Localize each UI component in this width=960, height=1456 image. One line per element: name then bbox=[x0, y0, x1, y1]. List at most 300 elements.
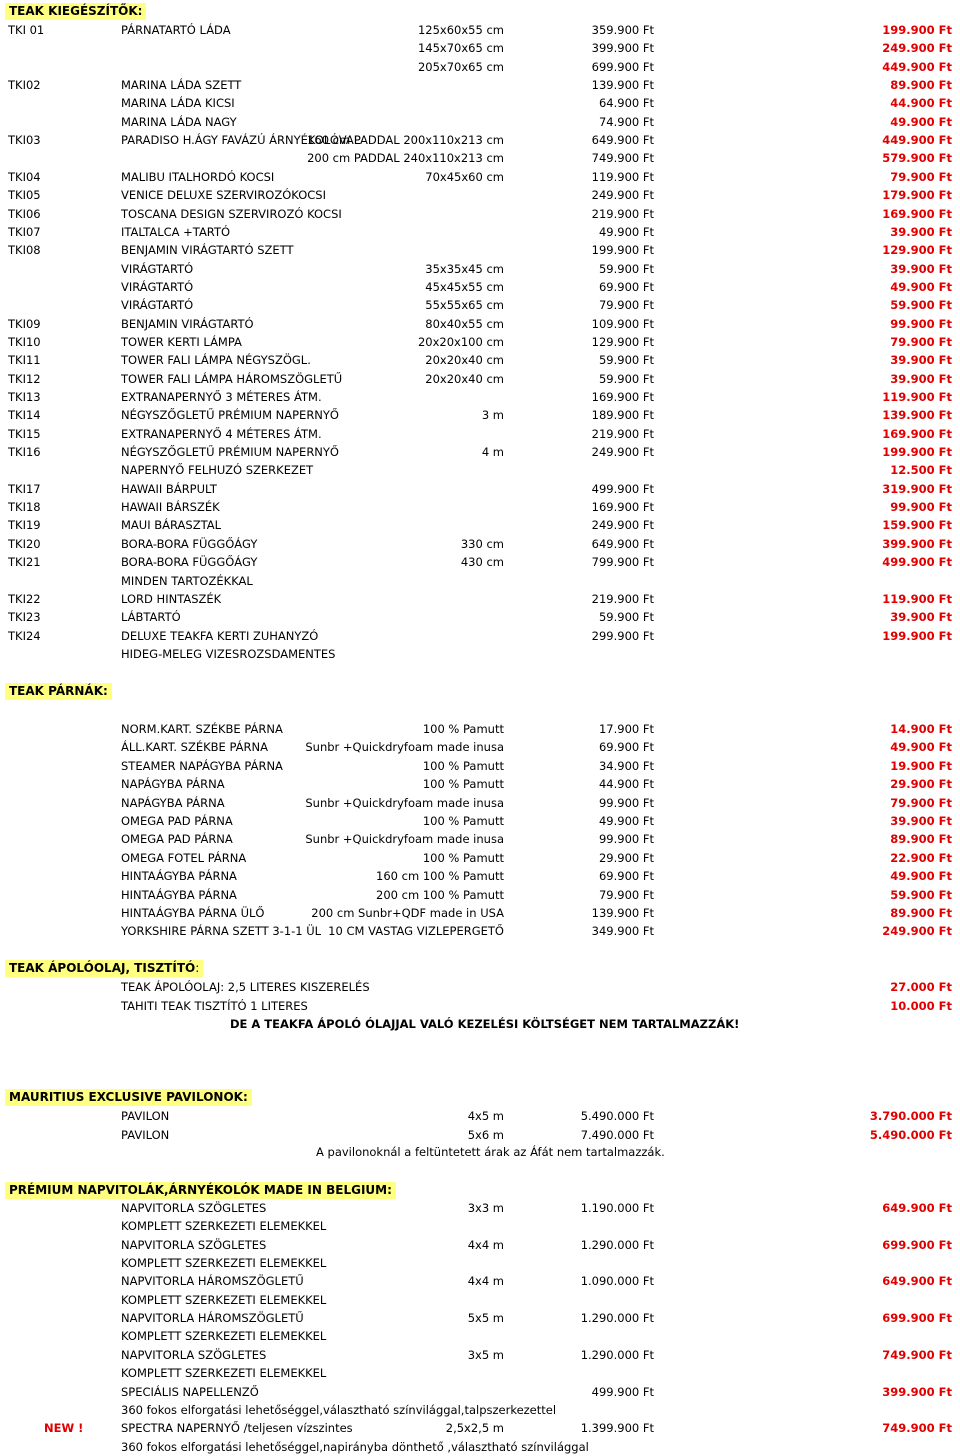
item-name: NAPVITORLA SZÖGLETES bbox=[121, 1201, 267, 1215]
list-price: 49.900 Ft bbox=[598, 814, 654, 828]
list-price: 199.900 Ft bbox=[591, 243, 654, 258]
item-name: HINTAÁGYBA PÁRNA bbox=[121, 887, 237, 902]
item-name: TOSCANA DESIGN SZERVIROZÓ KOCSI bbox=[121, 206, 342, 221]
section-sails-title: PRÉMIUM NAPVITOLÁK,ÁRNYÉKOLÓK MADE IN BELGIUM: bbox=[9, 1183, 392, 1197]
item-name: PARADISO H.ÁGY FAVÁZÚ ÁRNYÉKOLÓVAL bbox=[121, 133, 361, 148]
cushions-row bbox=[0, 904, 960, 922]
item-name: ÁLL.KART. SZÉKBE PÁRNA bbox=[121, 740, 268, 755]
sale-price: 649.900 Ft bbox=[882, 1274, 952, 1289]
accessories-row bbox=[0, 131, 960, 149]
item-code: TKI22 bbox=[8, 591, 41, 606]
accessories-row bbox=[0, 58, 960, 76]
sails-row bbox=[0, 1291, 960, 1309]
list-price: 59.900 Ft bbox=[598, 353, 654, 368]
sale-price: 249.900 Ft bbox=[882, 924, 952, 939]
sale-price: 59.900 Ft bbox=[890, 298, 952, 313]
item-size: Sunbr +Quickdryfoam made inusa bbox=[305, 832, 504, 847]
accessories-row bbox=[0, 535, 960, 553]
cushions-row bbox=[0, 738, 960, 756]
accessories-row bbox=[0, 149, 960, 167]
sails-row bbox=[0, 1364, 960, 1382]
sails-row bbox=[0, 1309, 960, 1327]
item-name: NAPVITORLA SZÖGLETES bbox=[121, 1237, 267, 1252]
list-price: 69.900 Ft bbox=[598, 740, 654, 755]
item-code: TKI21 bbox=[8, 555, 41, 570]
item-code: TKI15 bbox=[8, 426, 41, 441]
item-name: VIRÁGTARTÓ bbox=[121, 261, 194, 276]
item-name: KOMPLETT SZERKEZETI ELEMEKKEL bbox=[121, 1219, 327, 1234]
sale-price: 49.900 Ft bbox=[890, 279, 952, 294]
item-code: TKI24 bbox=[8, 628, 41, 643]
accessories-row bbox=[0, 608, 960, 626]
sale-price: 749.900 Ft bbox=[882, 1347, 952, 1362]
sale-price: 699.900 Ft bbox=[882, 1237, 952, 1252]
item-size: 3 m bbox=[481, 408, 504, 423]
item-name: TOWER FALI LÁMPA HÁROMSZÖGLETŰ bbox=[121, 371, 343, 386]
item-name: MAUI BÁRASZTAL bbox=[121, 518, 221, 533]
accessories-row bbox=[0, 333, 960, 351]
item-code: TKI03 bbox=[8, 133, 41, 148]
sale-price: 199.900 Ft bbox=[882, 23, 952, 37]
sale-price: 79.900 Ft bbox=[890, 169, 952, 184]
item-size: 45x45x55 cm bbox=[425, 279, 504, 294]
item-size: 200 cm PADDAL 240x110x213 cm bbox=[307, 151, 504, 166]
section-pavilions-title: MAURITIUS EXCLUSIVE PAVILONOK: bbox=[9, 1090, 248, 1104]
cushions-row bbox=[0, 794, 960, 812]
list-price: 44.900 Ft bbox=[598, 777, 654, 792]
item-name: NAPVITORLA HÁROMSZÖGLETŰ bbox=[121, 1311, 304, 1326]
accessories-row bbox=[0, 186, 960, 204]
section-care-suffix: : bbox=[195, 961, 200, 975]
sale-price: 89.900 Ft bbox=[890, 906, 952, 920]
item-size: 4x4 m bbox=[467, 1274, 504, 1289]
list-price: 799.900 Ft bbox=[591, 555, 654, 570]
sale-price: 129.900 Ft bbox=[882, 243, 952, 258]
list-price: 1.090.000 Ft bbox=[580, 1274, 654, 1289]
list-price: 129.900 Ft bbox=[591, 334, 654, 349]
accessories-row bbox=[0, 480, 960, 498]
item-code: TKI20 bbox=[8, 536, 41, 551]
sale-price: 499.900 Ft bbox=[882, 555, 952, 570]
item-name: NÉGYSZŐGLETŰ PRÉMIUM NAPERNYŐ bbox=[121, 408, 339, 423]
list-price: 249.900 Ft bbox=[591, 518, 654, 533]
sale-price: 12.500 Ft bbox=[890, 463, 952, 478]
item-size: 4x5 m bbox=[467, 1109, 504, 1123]
cushions-row bbox=[0, 812, 960, 830]
sale-price: 119.900 Ft bbox=[882, 591, 952, 606]
accessories-row bbox=[0, 223, 960, 241]
item-size: 80x40x55 cm bbox=[425, 316, 504, 331]
sale-price: 49.900 Ft bbox=[890, 869, 952, 884]
item-name: STEAMER NAPÁGYBA PÁRNA bbox=[121, 758, 283, 773]
section-pavilions bbox=[5, 1089, 252, 1106]
item-size: 100 % Pamutt bbox=[422, 850, 504, 865]
item-name: BORA-BORA FÜGGŐÁGY bbox=[121, 536, 258, 551]
list-price: 69.900 Ft bbox=[598, 869, 654, 884]
sale-price: 3.790.000 Ft bbox=[869, 1109, 952, 1123]
accessories-row bbox=[0, 296, 960, 314]
list-price: 49.900 Ft bbox=[598, 224, 654, 239]
item-code: TKI13 bbox=[8, 390, 41, 404]
item-name: MALIBU ITALHORDÓ KOCSI bbox=[121, 169, 275, 184]
sale-price: 29.900 Ft bbox=[890, 777, 952, 792]
list-price: 64.900 Ft bbox=[598, 96, 654, 111]
item-size: 10 CM VASTAG VIZLEPERGETŐ bbox=[328, 924, 504, 939]
section-accessories-title: TEAK KIEGÉSZÍTŐK: bbox=[9, 4, 143, 18]
sale-price: 119.900 Ft bbox=[882, 390, 952, 404]
list-price: 499.900 Ft bbox=[591, 1384, 654, 1399]
item-code: TKI19 bbox=[8, 518, 41, 533]
item-size: 200 cm 100 % Pamutt bbox=[376, 887, 504, 902]
accessories-row bbox=[0, 315, 960, 333]
sails-row bbox=[0, 1438, 960, 1456]
item-size: 3x3 m bbox=[467, 1201, 504, 1215]
item-size: Sunbr +Quickdryfoam made inusa bbox=[305, 740, 504, 755]
item-name: OMEGA PAD PÁRNA bbox=[121, 814, 233, 828]
list-price: 219.900 Ft bbox=[591, 426, 654, 441]
item-name: MARINA LÁDA KICSI bbox=[121, 96, 235, 111]
item-name: TEAK ÁPOLÓOLAJ: 2,5 LITERES KISZERELÉS bbox=[121, 980, 370, 994]
sale-price: 99.900 Ft bbox=[890, 316, 952, 331]
list-price: 139.900 Ft bbox=[591, 78, 654, 93]
item-name: HINTAÁGYBA PÁRNA ÜLŐ bbox=[121, 906, 265, 920]
item-name: YORKSHIRE PÁRNA SZETT 3-1-1 ÜL bbox=[121, 924, 322, 939]
sale-price: 39.900 Ft bbox=[890, 371, 952, 386]
sails-row bbox=[0, 1327, 960, 1345]
list-price: 59.900 Ft bbox=[598, 261, 654, 276]
item-name: MARINA LÁDA SZETT bbox=[121, 78, 242, 93]
item-name: NAPERNYŐ FELHUZÓ SZERKEZET bbox=[121, 463, 314, 478]
item-name: MINDEN TARTOZÉKKAL bbox=[121, 573, 253, 588]
sale-price: 5.490.000 Ft bbox=[869, 1127, 952, 1142]
item-size: 125x60x55 cm bbox=[417, 23, 504, 37]
sale-price: 14.900 Ft bbox=[890, 722, 952, 736]
sale-price: 449.900 Ft bbox=[882, 133, 952, 148]
sale-price: 579.900 Ft bbox=[882, 151, 952, 166]
item-name: HAWAII BÁRPULT bbox=[121, 481, 217, 496]
accessories-row bbox=[0, 406, 960, 424]
sale-price: 39.900 Ft bbox=[890, 224, 952, 239]
item-size: 100 % Pamutt bbox=[422, 758, 504, 773]
list-price: 79.900 Ft bbox=[598, 887, 654, 902]
item-name: KOMPLETT SZERKEZETI ELEMEKKEL bbox=[121, 1329, 327, 1344]
section-care-title: TEAK ÁPOLÓOLAJ, TISZTÍTÓ bbox=[9, 961, 196, 975]
sails-row bbox=[0, 1346, 960, 1364]
item-name: OMEGA PAD PÁRNA bbox=[121, 832, 233, 847]
list-price: 109.900 Ft bbox=[591, 316, 654, 331]
item-name: VENICE DELUXE SZERVIROZÓKOCSI bbox=[121, 188, 326, 203]
item-code: TKI11 bbox=[8, 353, 41, 368]
item-size: 3x5 m bbox=[467, 1347, 504, 1362]
item-code: TKI23 bbox=[8, 610, 41, 625]
item-name: TOWER FALI LÁMPA NÉGYSZÖGL. bbox=[121, 353, 311, 368]
item-code: TKI04 bbox=[8, 169, 41, 184]
item-name: DELUXE TEAKFA KERTI ZUHANYZÓ bbox=[121, 628, 319, 643]
accessories-row bbox=[0, 260, 960, 278]
item-size: 2,5x2,5 m bbox=[445, 1421, 504, 1436]
item-size: 160 cm 100 % Pamutt bbox=[376, 869, 504, 884]
accessories-row bbox=[0, 370, 960, 388]
sale-price: 27.000 Ft bbox=[890, 980, 952, 994]
list-price: 219.900 Ft bbox=[591, 591, 654, 606]
list-price: 99.900 Ft bbox=[598, 832, 654, 847]
sale-price: 19.900 Ft bbox=[890, 758, 952, 773]
item-code: TKI05 bbox=[8, 188, 41, 203]
sale-price: 22.900 Ft bbox=[890, 850, 952, 865]
sails-row bbox=[0, 1199, 960, 1217]
section-cushions-title: TEAK PÁRNÁK: bbox=[9, 684, 108, 698]
item-name: NÉGYSZŐGLETŰ PRÉMIUM NAPERNYŐ bbox=[121, 445, 339, 460]
accessories-row bbox=[0, 627, 960, 645]
item-name: SPECTRA NAPERNYŐ /teljesen vízszintes bbox=[121, 1421, 353, 1436]
sale-price: 319.900 Ft bbox=[882, 481, 952, 496]
sale-price: 749.900 Ft bbox=[882, 1421, 952, 1436]
accessories-row bbox=[0, 168, 960, 186]
list-price: 219.900 Ft bbox=[591, 206, 654, 221]
list-price: 399.900 Ft bbox=[591, 41, 654, 56]
list-price: 749.900 Ft bbox=[591, 151, 654, 166]
item-name: SPECIÁLIS NAPELLENZŐ bbox=[121, 1384, 259, 1399]
item-name: BENJAMIN VIRÁGTARTÓ bbox=[121, 316, 254, 331]
item-name: HAWAII BÁRSZÉK bbox=[121, 500, 220, 515]
list-price: 169.900 Ft bbox=[591, 500, 654, 515]
sails-row bbox=[0, 1419, 960, 1437]
item-name: TOWER KERTI LÁMPA bbox=[121, 334, 242, 349]
item-size: 5x6 m bbox=[467, 1127, 504, 1142]
item-name: PAVILON bbox=[121, 1127, 170, 1142]
sale-price: 449.900 Ft bbox=[882, 59, 952, 74]
pavilions-row bbox=[0, 1126, 960, 1144]
item-name: KOMPLETT SZERKEZETI ELEMEKKEL bbox=[121, 1256, 327, 1271]
item-code: TKI 01 bbox=[8, 23, 45, 37]
sale-price: 159.900 Ft bbox=[882, 518, 952, 533]
accessories-row bbox=[0, 516, 960, 534]
item-name: MARINA LÁDA NAGY bbox=[121, 114, 237, 129]
accessories-row bbox=[0, 205, 960, 223]
accessories-row bbox=[0, 76, 960, 94]
list-price: 1.399.900 Ft bbox=[580, 1421, 654, 1436]
item-size: 100 % Pamutt bbox=[422, 722, 504, 736]
item-code: TKI08 bbox=[8, 243, 41, 258]
item-name: BENJAMIN VIRÁGTARTÓ SZETT bbox=[121, 243, 294, 258]
sale-price: 699.900 Ft bbox=[882, 1311, 952, 1326]
item-code: TKI02 bbox=[8, 78, 41, 93]
sale-price: 399.900 Ft bbox=[882, 536, 952, 551]
accessories-row bbox=[0, 21, 960, 39]
section-sails bbox=[5, 1182, 396, 1199]
accessories-row bbox=[0, 443, 960, 461]
list-price: 649.900 Ft bbox=[591, 536, 654, 551]
section-accessories bbox=[5, 3, 146, 20]
pavilion-note: A pavilonoknál a feltüntetett árak az Áfát nem tartalmazzák. bbox=[316, 1145, 665, 1159]
accessories-row bbox=[0, 94, 960, 112]
sale-price: 179.900 Ft bbox=[882, 188, 952, 203]
item-size: 20x20x100 cm bbox=[417, 334, 504, 349]
item-name: TAHITI TEAK TISZTÍTÓ 1 LITERES bbox=[121, 998, 308, 1013]
sale-price: 89.900 Ft bbox=[890, 832, 952, 847]
cushions-row bbox=[0, 757, 960, 775]
item-name: LÁBTARTÓ bbox=[121, 610, 181, 625]
item-name: KOMPLETT SZERKEZETI ELEMEKKEL bbox=[121, 1366, 327, 1381]
sails-row bbox=[0, 1383, 960, 1401]
item-name: NAPVITORLA HÁROMSZÖGLETŰ bbox=[121, 1274, 304, 1289]
item-code: TKI06 bbox=[8, 206, 41, 221]
sale-price: 399.900 Ft bbox=[882, 1384, 952, 1399]
cushions-row bbox=[0, 830, 960, 848]
item-size: 160 cm PADDAL 200x110x213 cm bbox=[307, 133, 504, 148]
list-price: 249.900 Ft bbox=[591, 188, 654, 203]
item-code: TKI07 bbox=[8, 224, 41, 239]
cushions-row bbox=[0, 720, 960, 738]
accessories-row bbox=[0, 461, 960, 479]
list-price: 74.900 Ft bbox=[598, 114, 654, 129]
item-size: 200 cm Sunbr+QDF made in USA bbox=[311, 906, 504, 920]
sale-price: 169.900 Ft bbox=[882, 206, 952, 221]
cushions-row bbox=[0, 849, 960, 867]
care-note: DE A TEAKFA ÁPOLÓ ÓLAJJAL VALÓ KEZELÉSI KÖLTSÉGET NEM TARTALMAZZÁK! bbox=[230, 1017, 740, 1031]
item-size: 430 cm bbox=[460, 555, 504, 570]
sale-price: 649.900 Ft bbox=[882, 1201, 952, 1215]
list-price: 139.900 Ft bbox=[591, 906, 654, 920]
accessories-row bbox=[0, 39, 960, 57]
item-name: 360 fokos elforgatási lehetőséggel,választható színvilággal,talpszerkezettel bbox=[121, 1402, 557, 1417]
sails-row bbox=[0, 1401, 960, 1419]
sale-price: 49.900 Ft bbox=[890, 740, 952, 755]
list-price: 59.900 Ft bbox=[598, 610, 654, 625]
item-code: TKI17 bbox=[8, 481, 41, 496]
item-size: 4 m bbox=[481, 445, 504, 460]
list-price: 69.900 Ft bbox=[598, 279, 654, 294]
list-price: 299.900 Ft bbox=[591, 628, 654, 643]
list-price: 649.900 Ft bbox=[591, 133, 654, 148]
item-name: HIDEG-MELEG VIZESROZSDAMENTES bbox=[121, 646, 336, 661]
accessories-row bbox=[0, 278, 960, 296]
list-price: 59.900 Ft bbox=[598, 371, 654, 386]
sale-price: 139.900 Ft bbox=[882, 408, 952, 423]
list-price: 34.900 Ft bbox=[598, 758, 654, 773]
item-name: NAPVITORLA SZÖGLETES bbox=[121, 1347, 267, 1362]
sale-price: 249.900 Ft bbox=[882, 41, 952, 56]
accessories-row bbox=[0, 645, 960, 663]
cushions-row bbox=[0, 867, 960, 885]
accessories-row bbox=[0, 425, 960, 443]
sale-price: 79.900 Ft bbox=[890, 334, 952, 349]
cushions-row bbox=[0, 886, 960, 904]
item-code: TKI10 bbox=[8, 334, 41, 349]
item-name: EXTRANAPERNYŐ 3 MÉTERES ÁTM. bbox=[121, 390, 322, 404]
accessories-row bbox=[0, 351, 960, 369]
item-size: 205x70x65 cm bbox=[417, 59, 504, 74]
sale-price: 44.900 Ft bbox=[890, 96, 952, 111]
sale-price: 49.900 Ft bbox=[890, 114, 952, 129]
list-price: 359.900 Ft bbox=[591, 23, 654, 37]
item-name: NAPÁGYBA PÁRNA bbox=[121, 795, 225, 810]
sails-row bbox=[0, 1217, 960, 1235]
list-price: 1.290.000 Ft bbox=[580, 1347, 654, 1362]
item-name: ITALTALCA +TARTÓ bbox=[121, 224, 231, 239]
item-name: VIRÁGTARTÓ bbox=[121, 279, 194, 294]
list-price: 189.900 Ft bbox=[591, 408, 654, 423]
section-care bbox=[5, 960, 203, 977]
item-size: 70x45x60 cm bbox=[425, 169, 504, 184]
pavilions-row bbox=[0, 1107, 960, 1125]
list-price: 169.900 Ft bbox=[591, 390, 654, 404]
sale-price: 99.900 Ft bbox=[890, 500, 952, 515]
item-size: 5x5 m bbox=[467, 1311, 504, 1326]
list-price: 17.900 Ft bbox=[598, 722, 654, 736]
list-price: 79.900 Ft bbox=[598, 298, 654, 313]
list-price: 499.900 Ft bbox=[591, 481, 654, 496]
care-row bbox=[0, 997, 960, 1015]
cushions-row bbox=[0, 775, 960, 793]
item-name: PAVILON bbox=[121, 1109, 170, 1123]
item-name: BORA-BORA FÜGGŐÁGY bbox=[121, 555, 258, 570]
list-price: 699.900 Ft bbox=[591, 59, 654, 74]
item-code: TKI18 bbox=[8, 500, 41, 515]
item-name: LORD HINTASZÉK bbox=[121, 591, 222, 606]
item-name: HINTAÁGYBA PÁRNA bbox=[121, 869, 237, 884]
item-name: PÁRNATARTÓ LÁDA bbox=[121, 23, 231, 37]
item-size: 145x70x65 cm bbox=[417, 41, 504, 56]
item-size: 20x20x40 cm bbox=[425, 353, 504, 368]
accessories-row bbox=[0, 572, 960, 590]
item-size: 330 cm bbox=[460, 536, 504, 551]
sale-price: 199.900 Ft bbox=[882, 628, 952, 643]
item-name: NAPÁGYBA PÁRNA bbox=[121, 777, 225, 792]
item-size: 20x20x40 cm bbox=[425, 371, 504, 386]
sale-price: 39.900 Ft bbox=[890, 261, 952, 276]
sale-price: 59.900 Ft bbox=[890, 887, 952, 902]
item-size: 100 % Pamutt bbox=[422, 777, 504, 792]
list-price: 119.900 Ft bbox=[591, 169, 654, 184]
cushions-row bbox=[0, 922, 960, 940]
list-price: 5.490.000 Ft bbox=[580, 1109, 654, 1123]
item-code: TKI14 bbox=[8, 408, 41, 423]
list-price: 1.290.000 Ft bbox=[580, 1237, 654, 1252]
item-name: NORM.KART. SZÉKBE PÁRNA bbox=[121, 722, 283, 736]
sale-price: 10.000 Ft bbox=[890, 998, 952, 1013]
list-price: 99.900 Ft bbox=[598, 795, 654, 810]
item-name: EXTRANAPERNYŐ 4 MÉTERES ÁTM. bbox=[121, 426, 322, 441]
list-price: 249.900 Ft bbox=[591, 445, 654, 460]
item-size: Sunbr +Quickdryfoam made inusa bbox=[305, 795, 504, 810]
sale-price: 39.900 Ft bbox=[890, 610, 952, 625]
accessories-row bbox=[0, 241, 960, 259]
sails-row bbox=[0, 1236, 960, 1254]
item-size: 4x4 m bbox=[467, 1237, 504, 1252]
sale-price: 79.900 Ft bbox=[890, 795, 952, 810]
item-size: 55x55x65 cm bbox=[425, 298, 504, 313]
list-price: 1.190.000 Ft bbox=[580, 1201, 654, 1215]
list-price: 1.290.000 Ft bbox=[580, 1311, 654, 1326]
section-cushions bbox=[5, 683, 112, 700]
sale-price: 39.900 Ft bbox=[890, 814, 952, 828]
list-price: 349.900 Ft bbox=[591, 924, 654, 939]
accessories-row bbox=[0, 590, 960, 608]
sails-row bbox=[0, 1272, 960, 1290]
item-name: OMEGA FOTEL PÁRNA bbox=[121, 850, 247, 865]
accessories-row bbox=[0, 388, 960, 406]
item-code: TKI09 bbox=[8, 316, 41, 331]
sale-price: 39.900 Ft bbox=[890, 353, 952, 368]
sale-price: 169.900 Ft bbox=[882, 426, 952, 441]
item-code: TKI12 bbox=[8, 371, 41, 386]
accessories-row bbox=[0, 498, 960, 516]
sale-price: 199.900 Ft bbox=[882, 445, 952, 460]
accessories-row bbox=[0, 553, 960, 571]
item-name: KOMPLETT SZERKEZETI ELEMEKKEL bbox=[121, 1292, 327, 1307]
list-price: 29.900 Ft bbox=[598, 850, 654, 865]
